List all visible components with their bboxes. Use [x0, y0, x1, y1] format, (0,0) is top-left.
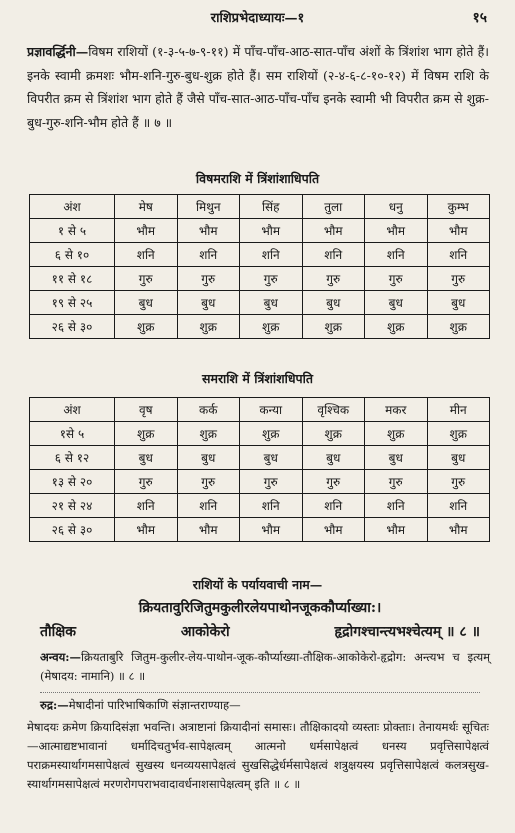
table-cell: शनि — [365, 494, 428, 518]
table-cell: भौम — [365, 219, 428, 243]
odd-sign-trimshamsha-table — [29, 194, 490, 339]
table-row — [30, 267, 490, 291]
table-cell: भौम — [115, 518, 178, 542]
even-sign-trimshamsha-table — [29, 397, 490, 542]
table-cell: गुरु — [302, 267, 365, 291]
table-cell: शनि — [302, 494, 365, 518]
page-number: १५ — [472, 10, 487, 26]
table-row — [30, 422, 490, 446]
verse-line-2-part-3: हृद्रोगश्चान्त्यभश्चेत्यम् ॥ ८ ॥ — [334, 624, 480, 640]
table-cell: शुक्र — [365, 422, 428, 446]
table-cell: १से ५ — [30, 422, 115, 446]
table-cell: गुरु — [427, 470, 490, 494]
table-cell: बुध — [302, 291, 365, 315]
table-cell: गुरु — [365, 267, 428, 291]
table-cell: बुध — [115, 291, 178, 315]
verse-line-2-part-2: आकोकेरो — [180, 624, 230, 640]
page-header — [28, 8, 487, 30]
table-cell: ११ से १८ — [30, 267, 115, 291]
table-cell: बुध — [365, 446, 428, 470]
divider — [40, 692, 480, 693]
table-header-cell: तुला — [302, 195, 365, 219]
table-cell: गुरु — [115, 267, 178, 291]
table-cell: १९ से २५ — [30, 291, 115, 315]
table-header-cell: मीन — [427, 398, 490, 422]
table-cell: १ से ५ — [30, 219, 115, 243]
table-cell: भौम — [365, 518, 428, 542]
table-cell: गुरु — [302, 470, 365, 494]
table-header-cell: अंश — [30, 398, 115, 422]
table-cell: भौम — [177, 518, 240, 542]
table-cell: भौम — [302, 219, 365, 243]
table-row — [30, 494, 490, 518]
table-cell: बुध — [302, 446, 365, 470]
verse-line-2-part-1: तौक्षिक — [40, 624, 77, 640]
table-cell: बुध — [427, 291, 490, 315]
table-cell: शुक्र — [365, 315, 428, 339]
table-header-cell: वृश्चिक — [302, 398, 365, 422]
table-cell: शनि — [115, 243, 178, 267]
table-cell: शनि — [365, 243, 428, 267]
chapter-title: राशिप्रभेदाध्यायः—१ — [210, 11, 305, 26]
table-cell: बुध — [365, 291, 428, 315]
table-header-cell: धनु — [365, 195, 428, 219]
table-cell: शुक्र — [177, 315, 240, 339]
table-cell: शनि — [427, 243, 490, 267]
sanskrit-commentary: मेषादयः क्रमेण क्रियादिसंज्ञा भवन्ति। अत्राष्टानां क्रियादीनां समासः। तौक्षिकादयो व्यस्ताः प्रोक्ताः। तेनायमर्थः सूचितः—आत्माद्यष्टभावानां धर्मादिचतुर्भव-सापेक्षत्वम् आत्मनो धर्मसापेक्षत्वं धनस्य प्रवृत्तिसापेक्षत्वं पराक्रमस्यार्थागमसापेक्षत्वं सुखस्य धनव्ययसापेक्षत्वं सुखसिद्धेर्धर्मसापेक्षत्वं शत्रुक्षयस्य प्रवृत्तिसापेक्षत्वं कलत्रसुख-स्यार्थागमसापेक्षत्वं मरणरोगपराभवादावर्धनाशसापेक्षत्वम् इति ॥ ८ ॥ — [27, 720, 489, 791]
table-cell: शुक्र — [240, 422, 303, 446]
verse-line-2 — [40, 620, 480, 644]
table-header-cell: वृष — [115, 398, 178, 422]
table-cell: गुरु — [177, 470, 240, 494]
table-header-cell: सिंह — [240, 195, 303, 219]
table-cell: २६ से ३० — [30, 315, 115, 339]
table-cell: गुरु — [240, 267, 303, 291]
table-header-row — [30, 195, 490, 219]
table-cell: बुध — [240, 446, 303, 470]
table-row — [30, 446, 490, 470]
table-cell: भौम — [177, 219, 240, 243]
commentary-paragraph — [27, 40, 489, 134]
table-row — [30, 470, 490, 494]
anvaya-paragraph — [40, 648, 490, 686]
table-cell: शुक्र — [240, 315, 303, 339]
table-cell: शुक्र — [427, 422, 490, 446]
rudra-label: रुद्र:— — [40, 698, 69, 712]
rudra-text: मेषादीनां पारिभाषिकाणि संज्ञान्तराण्याह— — [68, 698, 241, 712]
table-cell: भौम — [302, 518, 365, 542]
table-row — [30, 315, 490, 339]
table-cell: बुध — [177, 446, 240, 470]
commentary-label: प्रज्ञावर्द्धिनी— — [27, 44, 89, 59]
table-cell: बुध — [177, 291, 240, 315]
table-cell: गुरु — [240, 470, 303, 494]
table-header-cell: अंश — [30, 195, 115, 219]
table-cell: शनि — [115, 494, 178, 518]
table-cell: बुध — [115, 446, 178, 470]
table-cell: शनि — [240, 243, 303, 267]
table-cell: २१ से २४ — [30, 494, 115, 518]
table-cell: गुरु — [177, 267, 240, 291]
table-header-row — [30, 398, 490, 422]
table-row — [30, 243, 490, 267]
table-cell: शनि — [240, 494, 303, 518]
table-header-cell: मेष — [115, 195, 178, 219]
table-cell: भौम — [427, 518, 490, 542]
table-cell: शुक्र — [302, 422, 365, 446]
table-cell: १३ से २० — [30, 470, 115, 494]
table-cell: भौम — [240, 219, 303, 243]
table-row — [30, 291, 490, 315]
anvaya-label: अन्वय:— — [40, 650, 82, 664]
table-row — [30, 219, 490, 243]
table-cell: बुध — [240, 291, 303, 315]
table-cell: शुक्र — [115, 315, 178, 339]
table-row — [30, 518, 490, 542]
table-cell: भौम — [427, 219, 490, 243]
rudra-paragraph — [40, 696, 490, 715]
anvaya-text: क्रियताबुरि जितुम-कुलीर-लेय-पाथोन-जूक-कौर्प्याख्या-तौक्षिक-आकोकेरो-हृद्रोग: अन्त्यभ च इत्यम् (मेषादय: नामानि) ॥ ८ ॥ — [40, 650, 490, 683]
table-cell: शुक्र — [427, 315, 490, 339]
verse-line-1: क्रियतावुरिजितुमकुलीरलेयपाथोनजूककौर्प्याख्या:। — [138, 600, 382, 616]
table1-caption: विषमराशि में त्रिंशांशाधिपति — [195, 171, 320, 186]
table-header-cell: कन्या — [240, 398, 303, 422]
table-cell: शनि — [427, 494, 490, 518]
table-cell: शनि — [302, 243, 365, 267]
table-cell: ६ से १० — [30, 243, 115, 267]
table-cell: भौम — [240, 518, 303, 542]
table-header-cell: मिथुन — [177, 195, 240, 219]
table-cell: शनि — [177, 243, 240, 267]
table-header-cell: कर्क — [177, 398, 240, 422]
table-cell: बुध — [427, 446, 490, 470]
table-cell: शुक्र — [302, 315, 365, 339]
table-cell: गुरु — [115, 470, 178, 494]
section-heading: राशियों के पर्यायवाची नाम— — [192, 577, 323, 592]
table-cell: गुरु — [427, 267, 490, 291]
commentary-text: विषम राशियों (१-३-५-७-९-११) में पाँच-पाँच-आठ-सात-पाँच अंशों के त्रिंशांश भाग होते हैं। इनके स्वामी क्रमशः भौम-शनि-गुरु-बुध-शुक्र होते हैं। सम राशियों (२-४-६-८-१०-१२) में विषम राशि के विपरीत क्रम से त्रिंशांश भाग होते हैं जैसे पाँच-सात-आठ-पाँच-पाँच इनके स्वामी भी विपरीत क्रम से शुक्र-बुध-गुरु-शनि-भौम होते हैं ॥ ७ ॥ — [27, 44, 489, 130]
table-cell: गुरु — [365, 470, 428, 494]
table-cell: शनि — [177, 494, 240, 518]
table-header-cell: मकर — [365, 398, 428, 422]
table-cell: शुक्र — [177, 422, 240, 446]
table-cell: ६ से १२ — [30, 446, 115, 470]
table-cell: शुक्र — [115, 422, 178, 446]
table-header-cell: कुम्भ — [427, 195, 490, 219]
table-cell: २६ से ३० — [30, 518, 115, 542]
table2-caption: समराशि में त्रिंशांशधिपति — [202, 371, 313, 386]
verse — [40, 596, 480, 644]
table-cell: भौम — [115, 219, 178, 243]
